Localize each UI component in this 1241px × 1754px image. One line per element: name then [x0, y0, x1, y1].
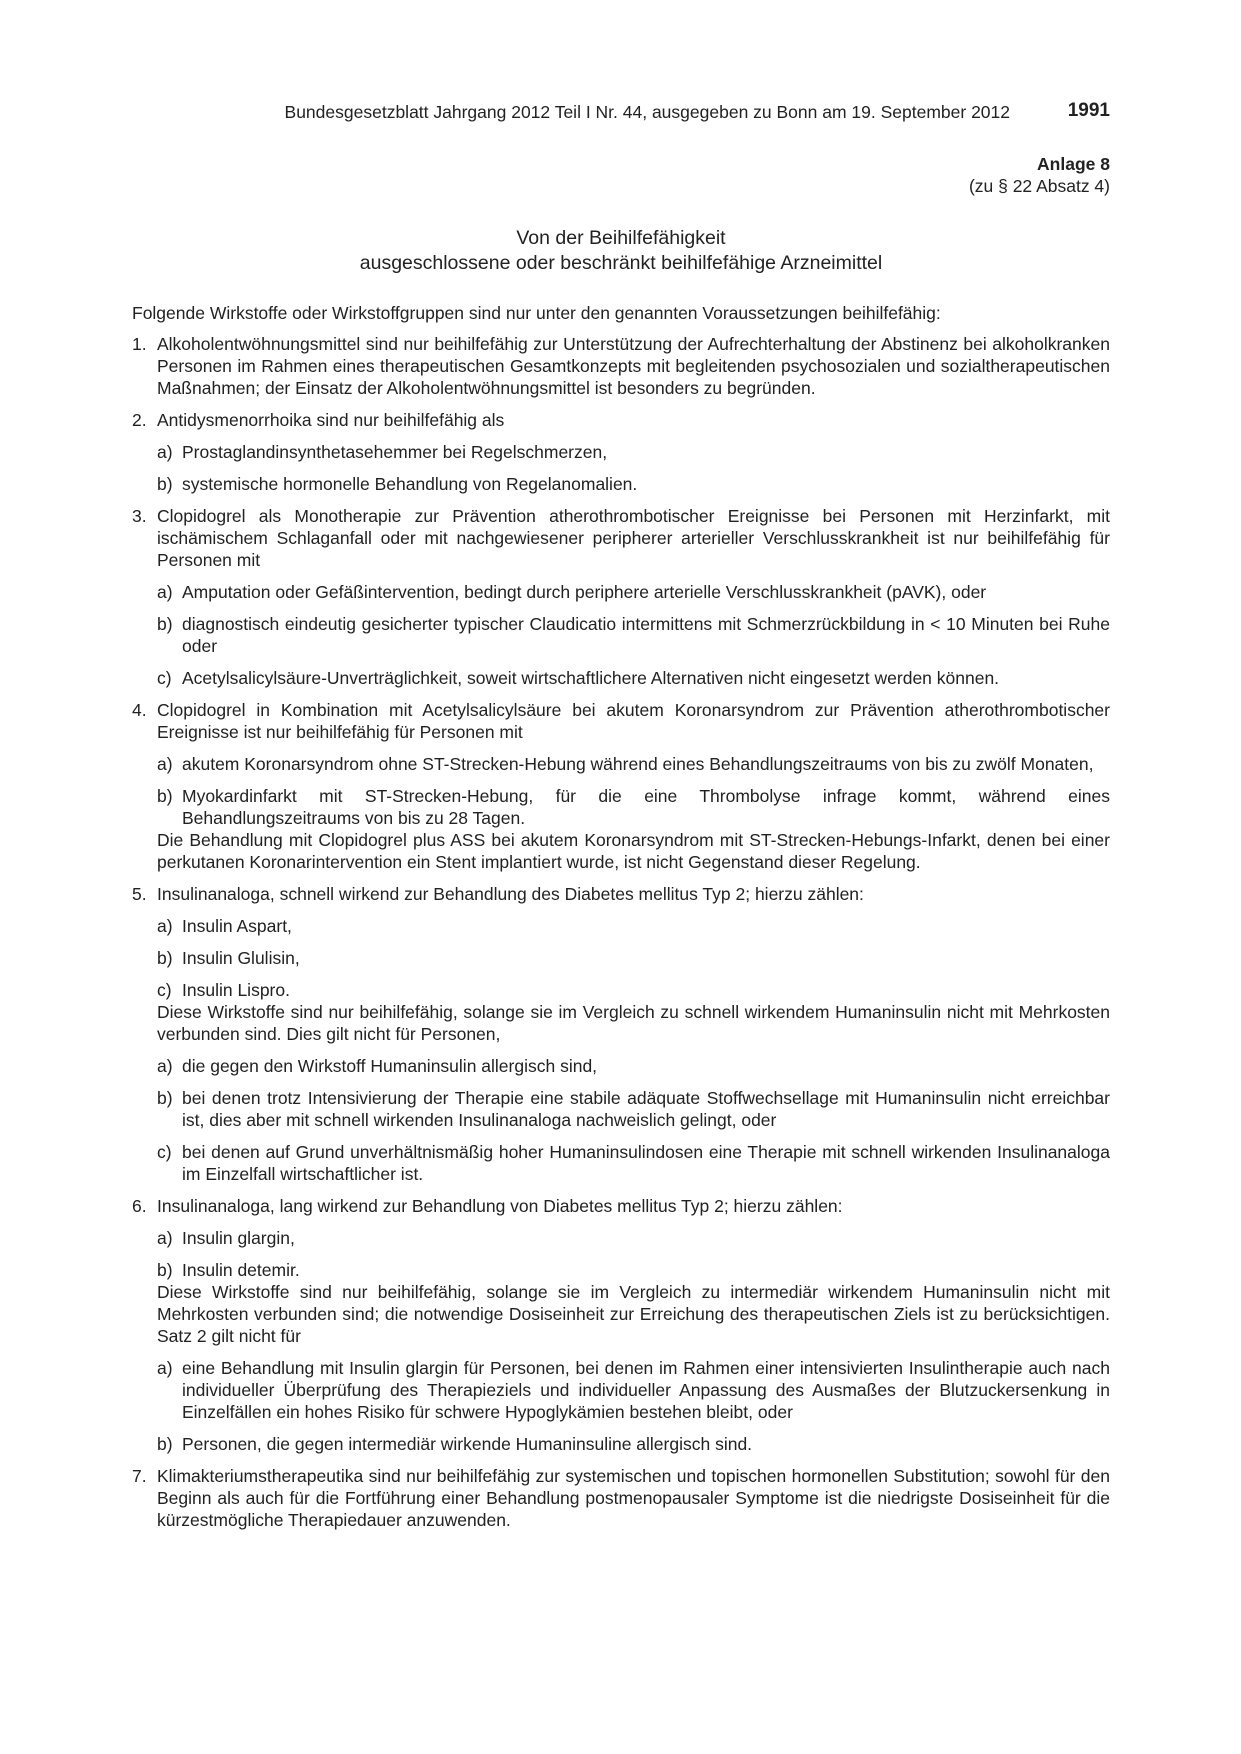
- sub-item-text: Myokardinfarkt mit ST-Strecken-Hebung, für die eine Thrombolyse infrage kommt, während eines Behandlungszeitraums von bis zu 28 Tagen.: [182, 786, 1110, 828]
- item-text: Insulinanaloga, lang wirkend zur Behandlung von Diabetes mellitus Typ 2; hierzu zählen:: [157, 1196, 843, 1216]
- sub-item-letter: b): [157, 786, 173, 806]
- list-item-2: [132, 409, 1110, 495]
- sub-item-letter: a): [157, 916, 173, 936]
- item-number: 7.: [132, 1466, 147, 1486]
- sub-item: [157, 1141, 1110, 1185]
- sub-item-text: systemische hormonelle Behandlung von Regelanomalien.: [182, 474, 638, 494]
- sub-item-letter: a): [157, 582, 173, 602]
- sub-item: [157, 1227, 1110, 1249]
- sub-item-letter: b): [157, 1088, 173, 1108]
- item-number: 6.: [132, 1196, 147, 1216]
- list-item-7: [132, 1465, 1110, 1531]
- item-number: 4.: [132, 700, 147, 720]
- list-item-1: [132, 333, 1110, 399]
- sub-item-text: Insulin Glulisin,: [182, 948, 300, 968]
- sub-item-letter: b): [157, 1260, 173, 1280]
- sub-item-letter: c): [157, 980, 172, 1000]
- list-item-5: [132, 883, 1110, 1185]
- annex-label: Anlage 8: [1037, 154, 1110, 174]
- item-text: Antidysmenorrhoika sind nur beihilfefähig als: [157, 410, 505, 430]
- item-text: Insulinanaloga, schnell wirkend zur Behandlung des Diabetes mellitus Typ 2; hierzu zählen:: [157, 884, 864, 904]
- page-number: 1991: [1067, 100, 1110, 121]
- sub-item-letter: a): [157, 1228, 173, 1248]
- sub-item-text: bei denen trotz Intensivierung der Therapie eine stabile adäquate Stoffwechsellage mit Humaninsulin nicht erreichbar ist, dies aber mit schnell wirkenden Insulinanaloga nachweislich gelingt, oder: [182, 1088, 1110, 1130]
- document-title: [132, 226, 1110, 276]
- sub-item: [157, 581, 1110, 603]
- sub-item-text: Prostaglandinsynthetasehemmer bei Regelschmerzen,: [182, 442, 608, 462]
- sub-item-letter: b): [157, 1434, 173, 1454]
- sub-item: [157, 441, 1110, 463]
- running-header: [132, 100, 1110, 126]
- sub-item-text: bei denen auf Grund unverhältnismäßig hoher Humaninsulindosen eine Therapie mit schnell wirkenden Insulinanaloga im Einzelfall wirtschaftlicher ist.: [182, 1142, 1110, 1184]
- sub-item: [157, 785, 1110, 829]
- sub-item-text: die gegen den Wirkstoff Humaninsulin allergisch sind,: [182, 1056, 598, 1076]
- annex-reference: [969, 153, 1110, 197]
- sub-item-letter: b): [157, 948, 173, 968]
- sub-item: [157, 1055, 1110, 1077]
- item-note: Diese Wirkstoffe sind nur beihilfefähig, solange sie im Vergleich zu intermediär wirkendem Humaninsulin nicht mit Mehrkosten verbunden sind; die notwendige Dosiseinheit zur Erreichung des therapeutischen Ziels ist zu berücksichtigen. Satz 2 gilt nicht für: [157, 1282, 1110, 1346]
- sub-item-letter: a): [157, 754, 173, 774]
- sub-item-letter: a): [157, 1056, 173, 1076]
- sub-item-letter: c): [157, 668, 172, 688]
- item-number: 5.: [132, 884, 147, 904]
- sub-item: [157, 1357, 1110, 1423]
- title-line-2: ausgeschlossene oder beschränkt beihilfefähige Arzneimittel: [359, 252, 883, 274]
- sub-item: [157, 667, 1110, 689]
- item-text: Alkoholentwöhnungsmittel sind nur beihilfefähig zur Unterstützung der Aufrechterhaltung der Abstinenz bei alkoholkranken Personen im Rahmen eines therapeutischen Gesamtkonzepts mit begleitenden psychosozialen und sozialtherapeutischen Maßnahmen; der Einsatz der Alkoholentwöhnungsmittel ist besonders zu begründen.: [157, 334, 1110, 398]
- sub-item-letter: a): [157, 442, 173, 462]
- list-item-4: [132, 699, 1110, 873]
- sub-item-letter: b): [157, 614, 173, 634]
- list-item-3: [132, 505, 1110, 689]
- sub-item-text: Insulin glargin,: [182, 1228, 295, 1248]
- sub-item-text: Personen, die gegen intermediär wirkende Humaninsuline allergisch sind.: [182, 1434, 753, 1454]
- item-number: 1.: [132, 334, 147, 354]
- sub-item: [157, 915, 1110, 937]
- sub-item-text: eine Behandlung mit Insulin glargin für Personen, bei denen im Rahmen einer intensivierten Insulintherapie auch nach individueller Überprüfung des Therapieziels und individueller Anpassung des Ausmaßes der Blutzuckersenkung in Einzelfällen ein hohes Risiko für schwere Hypoglykämien bestehen bleibt, oder: [182, 1358, 1110, 1422]
- item-text: Clopidogrel als Monotherapie zur Prävention atherothrombotischer Ereignisse bei Personen mit Herzinfarkt, mit ischämischem Schlaganfall oder mit nachgewiesener peripherer arterieller Verschlusskrankheit ist nur beihilfefähig für Personen mit: [157, 506, 1110, 570]
- sub-item-text: Insulin Lispro.: [182, 980, 290, 1000]
- sub-item: [157, 473, 1110, 495]
- sub-item-text: Insulin detemir.: [182, 1260, 300, 1280]
- sub-item: [157, 1087, 1110, 1131]
- sub-item-text: Insulin Aspart,: [182, 916, 292, 936]
- sub-item: [157, 753, 1110, 775]
- item-note: Diese Wirkstoffe sind nur beihilfefähig, solange sie im Vergleich zu schnell wirkendem Humaninsulin nicht mit Mehrkosten verbunden sind. Dies gilt nicht für Personen,: [157, 1002, 1110, 1044]
- sub-item-letter: a): [157, 1358, 173, 1378]
- title-line-1: Von der Beihilfefähigkeit: [516, 227, 726, 249]
- sub-item-letter: b): [157, 474, 173, 494]
- item-text: Clopidogrel in Kombination mit Acetylsalicylsäure bei akutem Koronarsyndrom zur Prävention atherothrombotischer Ereignisse ist nur beihilfefähig für Personen mit: [157, 700, 1110, 742]
- intro-paragraph: Folgende Wirkstoffe oder Wirkstoffgruppen sind nur unter den genannten Voraussetzungen beihilfefähig:: [132, 303, 941, 323]
- sub-item-text: akutem Koronarsyndrom ohne ST-Strecken-Hebung während eines Behandlungszeitraums von bis zu zwölf Monaten,: [182, 754, 1094, 774]
- annex-paragraph-ref: (zu § 22 Absatz 4): [968, 176, 1110, 196]
- list-item-6: [132, 1195, 1110, 1455]
- sub-item: [157, 613, 1110, 657]
- sub-item: [157, 1433, 1110, 1455]
- sub-item-text: Acetylsalicylsäure-Unverträglichkeit, soweit wirtschaftlichere Alternativen nicht eingesetzt werden können.: [182, 668, 1000, 688]
- running-title: Bundesgesetzblatt Jahrgang 2012 Teil I Nr. 44, ausgegeben zu Bonn am 19. September 2012: [284, 102, 1010, 122]
- sub-item-text: diagnostisch eindeutig gesicherter typischer Claudicatio intermittens mit Schmerzrückbildung in < 10 Minuten bei Ruhe oder: [182, 614, 1110, 656]
- sub-item: [157, 979, 1110, 1001]
- sub-item-text: Amputation oder Gefäßintervention, bedingt durch periphere arterielle Verschlusskrankheit (pAVK), oder: [182, 582, 987, 602]
- item-note: Die Behandlung mit Clopidogrel plus ASS bei akutem Koronarsyndrom mit ST-Strecken-Hebungs-Infarkt, denen bei einer perkutanen Koronarintervention ein Stent implantiert wurde, ist nicht Gegenstand dieser Regelung.: [157, 830, 1110, 872]
- item-number: 2.: [132, 410, 147, 430]
- sub-item: [157, 1259, 1110, 1281]
- sub-item-letter: c): [157, 1142, 172, 1162]
- document-body: [132, 302, 1110, 1541]
- item-number: 3.: [132, 506, 147, 526]
- item-text: Klimakteriumstherapeutika sind nur beihilfefähig zur systemischen und topischen hormonellen Substitution; sowohl für den Beginn als auch für die Fortführung einer Behandlung postmenopausaler Symptome ist die niedrigste Dosiseinheit für die kürzestmögliche Therapiedauer anzuwenden.: [157, 1466, 1110, 1530]
- sub-item: [157, 947, 1110, 969]
